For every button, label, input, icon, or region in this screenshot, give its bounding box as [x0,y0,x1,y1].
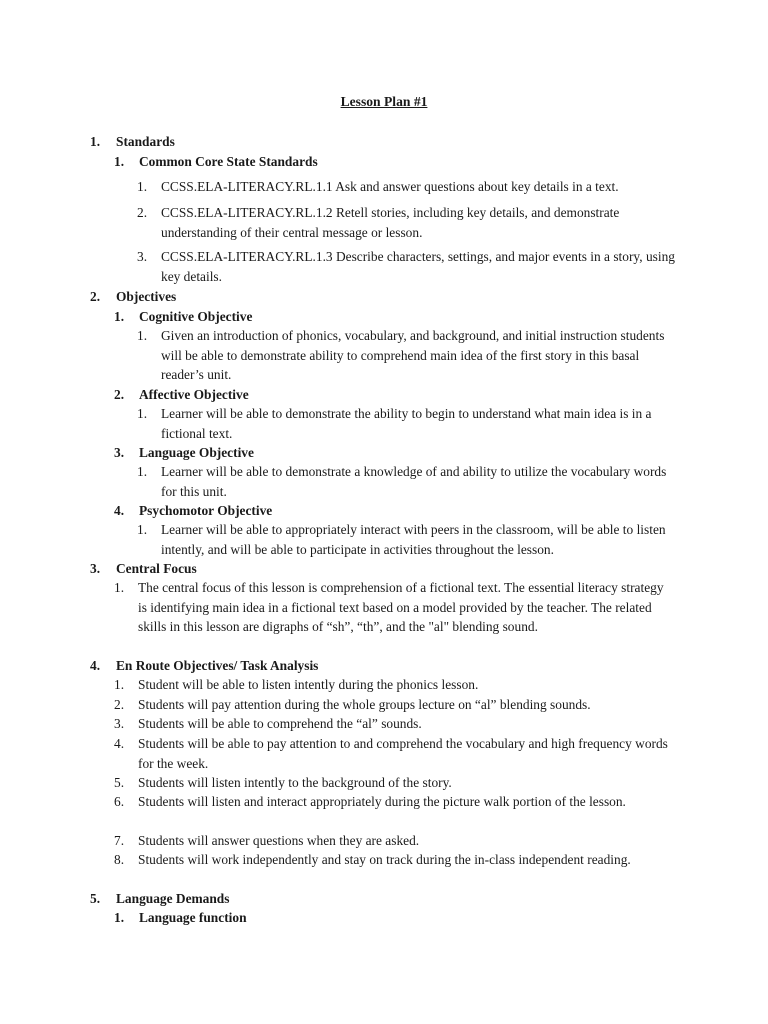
objective-item: 1. Given an introduction of phonics, vocabulary, and background, and initial instruction students will be able to demonstrate ability to comprehend main idea of the first story in this basal reader’s unit. [137,328,665,382]
task-item: 2. Students will pay attention during the whole groups lecture on “al” blending sounds. [114,697,591,712]
central-focus-item: 1. The central focus of this lesson is comprehension of a fictional text. The essential literacy strategy is identifying main idea in a fictional text based on a model provided by the teacher. The related skills in this lesson are digraphs of “sh”, “th”, and the "al" blending sound. [114,580,664,634]
task-item: 7. Students will answer questions when they are asked. [114,833,420,848]
task-item: 5. Students will listen intently to the background of the story. [114,775,452,790]
section-standards-heading: 1. Standards [90,134,175,149]
section-central-focus-heading: 3. Central Focus [90,561,197,576]
objective-item: 1. Learner will be able to demonstrate a knowledge of and ability to utilize the vocabulary words for this unit. [137,464,667,499]
section-en-route-heading: 4. En Route Objectives/ Task Analysis [90,658,319,673]
task-item: 8. Students will work independently and stay on track during the in-class independent reading. [114,852,631,867]
task-item: 4. Students will be able to pay attention to and comprehend the vocabulary and high frequency words for the week. [114,736,668,771]
task-item: 6. Students will listen and interact appropriately during the picture walk portion of the lesson. [114,794,626,809]
task-item: 3. Students will be able to comprehend the “al” sounds. [114,716,422,731]
objective-item: 1. Learner will be able to appropriately interact with peers in the classroom, will be able to listen intently, and will be able to participate in activities throughout the lesson. [137,522,666,557]
subsection-language-function-heading: 1. Language function [114,910,247,925]
section-objectives-heading: 2. Objectives [90,289,177,304]
section-language-demands-heading: 5. Language Demands [90,891,230,906]
objective-group-heading: 3. Language Objective [114,445,254,460]
objective-group-heading: 1. Cognitive Objective [114,309,253,324]
standard-item: 2. CCSS.ELA-LITERACY.RL.1.2 Retell stories, including key details, and demonstrate understanding of their central message or lesson. [137,205,620,240]
objective-group-heading: 2. Affective Objective [114,387,249,402]
standard-item: 3. CCSS.ELA-LITERACY.RL.1.3 Describe characters, settings, and major events in a story, using key details. [137,249,675,284]
subsection-ccss-heading: 1. Common Core State Standards [114,154,318,169]
standard-item: 1. CCSS.ELA-LITERACY.RL.1.1 Ask and answer questions about key details in a text. [137,179,619,194]
objective-item: 1. Learner will be able to demonstrate the ability to begin to understand what main idea is in a fictional text. [137,406,652,441]
task-item: 1. Student will be able to listen intently during the phonics lesson. [114,677,479,692]
objective-group-heading: 4. Psychomotor Objective [114,503,273,518]
page-title: Lesson Plan #1 [340,94,428,109]
